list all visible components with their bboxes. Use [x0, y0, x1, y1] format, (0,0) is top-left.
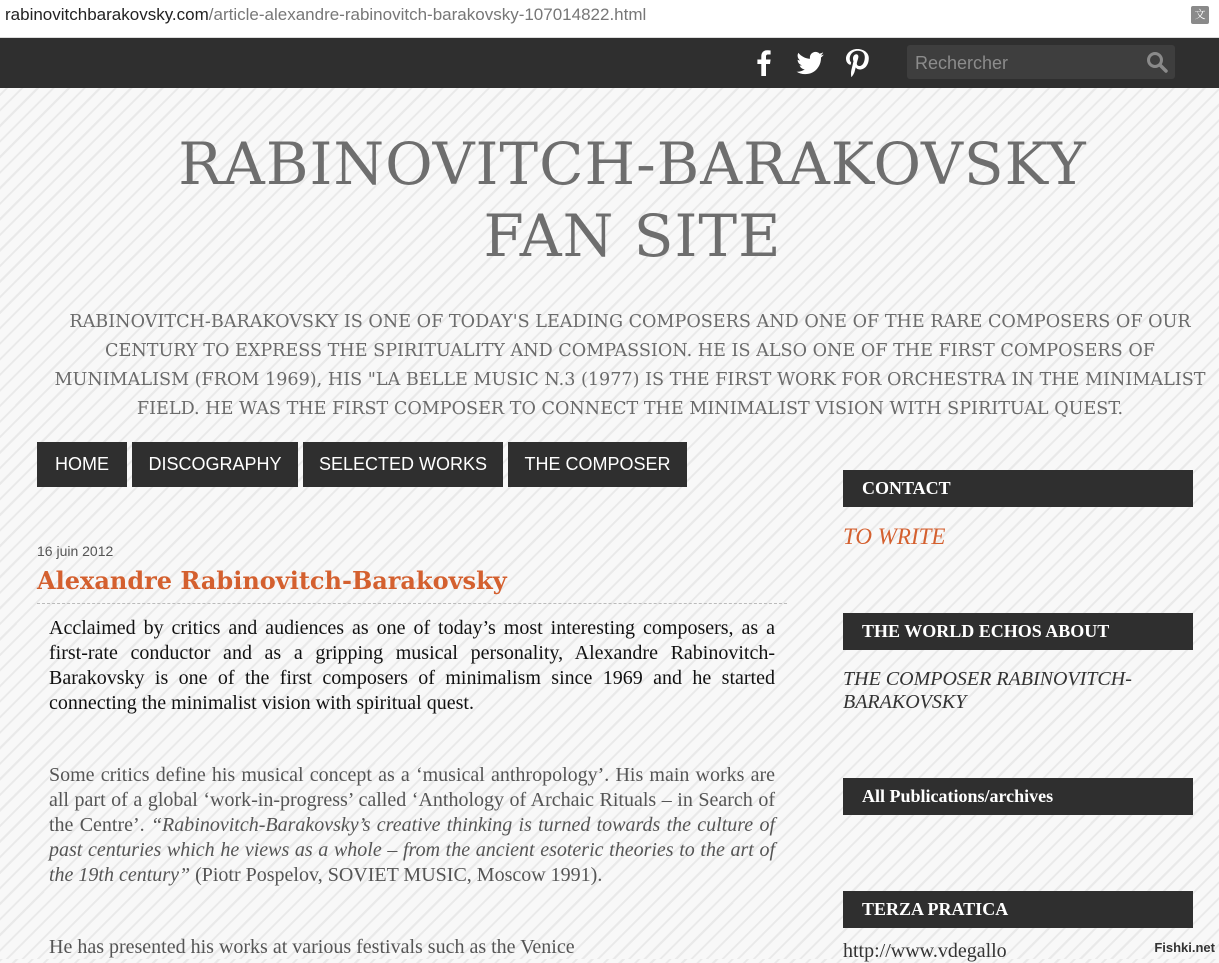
- site-title[interactable]: [0, 128, 1219, 272]
- url-path: /article-alexandre-rabinovitch-barakovsky-107014822.html: [208, 5, 647, 24]
- contact-link[interactable]: TO WRITE: [843, 524, 946, 549]
- paragraph-2-text-b: (Piotr Pospelov, SOVIET MUSIC, Moscow 1991).: [190, 864, 603, 886]
- nav-discography[interactable]: DISCOGRAPHY: [132, 442, 298, 487]
- site-title-line-2: FAN SITE: [483, 202, 782, 270]
- url-text[interactable]: [5, 0, 646, 30]
- site-tagline: RABINOVITCH-BARAKOVSKY IS ONE OF TODAY'S LEADING COMPOSERS AND ONE OF THE RARE COMPOSERS OF OUR CENTURY TO EXPRESS THE SPIRITUALITY AND COMPASSION. HE IS ALSO ONE OF THE FIRST COMPOSERS OF MUNIMALISM (FROM 1969), HIS "LA BELLE MUSIC N.3 (1977) IS THE FIRST WORK FOR ORCHESTRA IN THE MINIMALIST FIELD. HE WAS THE FIRST COMPOSER TO CONNECT THE MINIMALIST VISION WITH SPIRITUAL QUEST.: [54, 312, 1206, 419]
- sidebar-contact-heading: [843, 470, 1193, 507]
- watermark: Fishki.net: [1154, 940, 1215, 955]
- top-bar: [0, 38, 1219, 88]
- title-divider: [37, 603, 787, 604]
- sidebar-echos-heading: [843, 613, 1193, 650]
- facebook-icon[interactable]: [747, 46, 781, 80]
- twitter-icon[interactable]: [793, 46, 827, 80]
- search-input[interactable]: [913, 47, 1137, 79]
- search-icon[interactable]: [1145, 50, 1169, 74]
- translate-icon[interactable]: 文: [1191, 6, 1209, 24]
- search-box[interactable]: [907, 45, 1175, 79]
- sidebar-archives-heading[interactable]: [843, 778, 1193, 815]
- terza-link[interactable]: http://www.vdegallo: [843, 940, 1007, 962]
- echos-link[interactable]: THE COMPOSER RABINOVITCH-BARAKOVSKY: [843, 668, 1132, 713]
- post-paragraph-1: Acclaimed by critics and audiences as one of today’s most interesting composers, as a first-rate conductor and as a gripping musical personality, Alexandre Rabinovitch-Barakovsky is one of the first composers of minimalism since 1969 and he started connecting the minimalist vision with spiritual quest.: [49, 617, 775, 714]
- post-date: 16 juin 2012: [37, 543, 114, 559]
- post-paragraph-3: He has presented his works at various festivals such as the Venice: [49, 936, 575, 958]
- sidebar-terza-heading: [843, 891, 1193, 928]
- archives-heading-label: All Publications/archives: [862, 786, 1054, 806]
- browser-url-bar[interactable]: [0, 0, 1219, 38]
- critic-quote: “Rabinovitch-Barakovsky’s creative thinking is turned towards the culture of past centuries which he views as a whole – from the ancient esoteric theories to the art of the 19th century”: [49, 814, 776, 886]
- terza-heading-label: TERZA PRATICA: [862, 899, 1009, 919]
- url-domain: rabinovitchbarakovsky.com: [5, 5, 209, 24]
- site-title-line-1: RABINOVITCH-BARAKOVSKY: [178, 130, 1087, 198]
- contact-heading-label: CONTACT: [862, 478, 951, 498]
- post-paragraph-2: [49, 763, 775, 888]
- nav-selected-works[interactable]: SELECTED WORKS: [303, 442, 503, 487]
- nav-home[interactable]: HOME: [37, 442, 127, 487]
- echos-heading-label: THE WORLD ECHOS ABOUT: [862, 621, 1110, 641]
- pinterest-icon[interactable]: [840, 46, 874, 80]
- paragraph-2-text-a: Some critics define his musical concept as a ‘musical anthropology’. His main works are all part of a global ‘work-in-progress’ called ‘Anthology of Archaic Rituals – in Search of the Centre’.: [49, 764, 775, 836]
- nav-the-composer[interactable]: THE COMPOSER: [508, 442, 687, 487]
- post-title[interactable]: Alexandre Rabinovitch-Barakovsky: [37, 566, 507, 595]
